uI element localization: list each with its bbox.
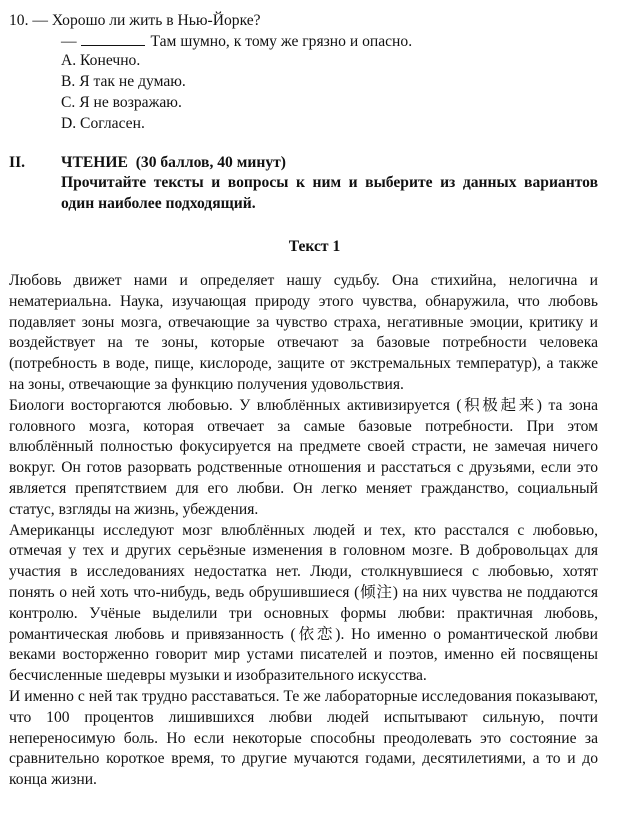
paragraph-3: Американцы исследуют мозг влюблённых людей и тех, кто расстался с любовью, отмечая у тех и других серьёзные изменения в головном мозге. В добровольцах для участия в исследованиях недостатка нет. Люди, столкнувшиеся с любовью, хотят понять о ней хоть что-нибудь, ведь обрушившиеся (倾注) на них чувства не поддаются контролю. Учёные выделили три основных формы любви: практичная любовь, романтическая любовь и привязанность (依恋). Но именно о романтической любви веками восторженно говорит мир устами писателей и поэтов, именно ей посвящены бесчисленные шедевры музыки и изобразительного искусства.	[9, 521, 598, 685]
section-instruction-line2: один наиболее подходящий.	[61, 195, 256, 212]
text-title: Текст 1	[288, 238, 341, 255]
paragraph-1: Любовь движет нами и определяет нашу судьбу. Она стихийна, нелогична и нематериальна. Наука, изучающая природу этого чувства, обнаружила, что любовь подавляет зоны мозга, отвечающие за чувство страха, негативные эмоции, критику и воздействует на те зоны, которые отвечают за базовые потребности человека (потребность в воде, пище, кислороде, защите от экстремальных температур), а также на зоны, отвечающие за функцию получения удовольствия.	[9, 272, 598, 393]
section-number: II.	[9, 154, 26, 171]
paragraph-2: Биологи восторгаются любовью. У влюблённых активизируется (积极起来) та зона головного мозга, которая отвечает за самые базовые потребности. При этом влюблённый полностью фокусируется на предмете своей страсти, не замечая ничего вокруг. Он готов разорвать родственные отношения и расстаться с друзьями, если это является препятствием для его любви. Он легко меняет гражданство, социальный статус, взгляды на жизнь, убеждения.	[9, 396, 598, 518]
reply-dash: —	[61, 33, 77, 50]
option-d: D. Согласен.	[61, 115, 145, 132]
section-instruction-line1: Прочитайте тексты и вопросы к ним и выберите из данных вариантов	[61, 174, 598, 191]
question-prompt: — Хорошо ли жить в Нью-Йорке?	[32, 12, 261, 29]
question-number: 10.	[9, 12, 29, 29]
paragraph-4: И именно с ней так трудно расставаться. Те же лабораторные исследования показывают, что 100 процентов лишившихся любви людей испытывают сильную, почти непереносимую боль. Но если некоторые способны преодолевать это состояние за сравнительно короткое время, то другие мучаются годами, десятилетиями, а то и до конца жизни.	[9, 687, 598, 789]
reading-text	[9, 271, 598, 791]
question-reply-line	[61, 31, 412, 53]
question-10	[9, 11, 261, 32]
option-b: B. Я так не думаю.	[61, 73, 186, 90]
reply-text: Там шумно, к тому же грязно и опасно.	[150, 33, 413, 50]
section-heading	[9, 153, 286, 174]
section-title: ЧТЕНИЕ (30 баллов, 40 минут)	[61, 154, 286, 171]
option-a: A. Конечно.	[61, 52, 141, 69]
answer-blank	[81, 31, 145, 46]
option-c: C. Я не возражаю.	[61, 94, 182, 111]
